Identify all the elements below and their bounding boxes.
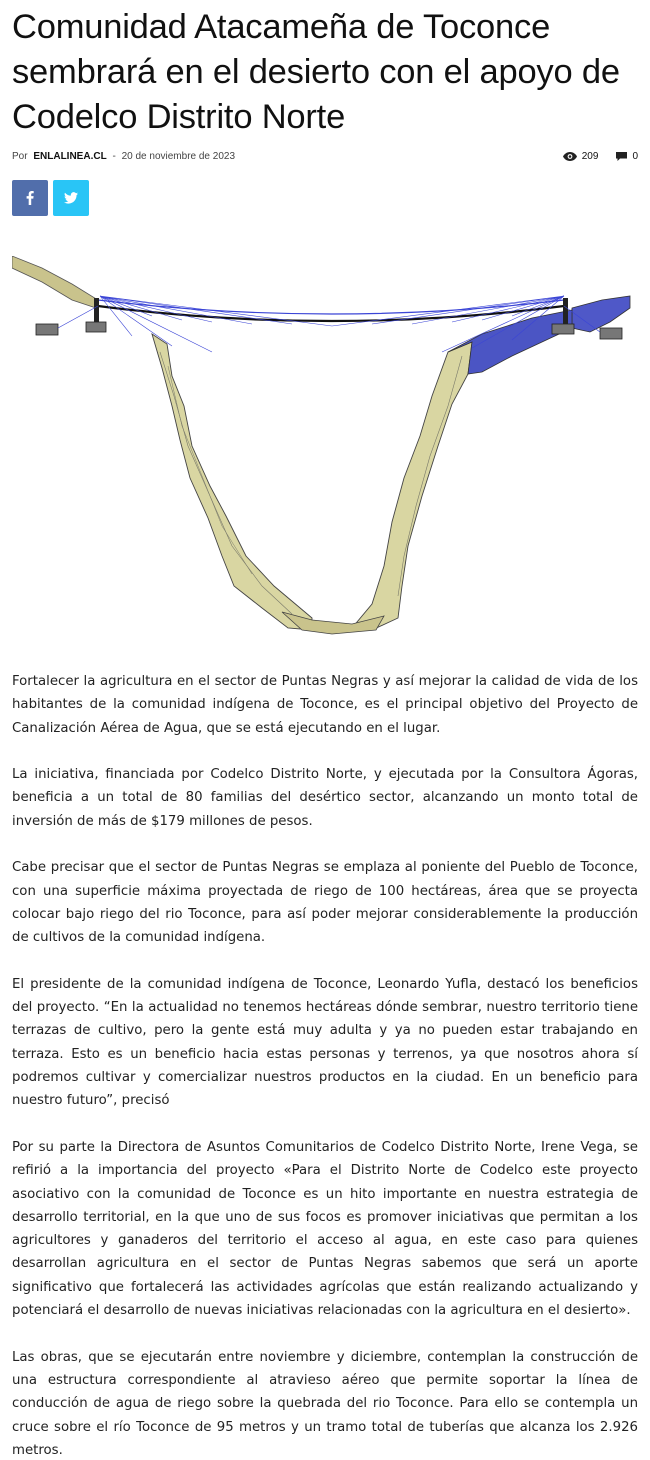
paragraph: El presidente de la comunidad indígena de Toconce, Leonardo Yufla, destacó los beneficios del proyecto. “En la actualidad no tenemos hectáreas dónde sembrar, nuestro territorio tiene terrazas de cultivo, pero la gente está muy adulta y ya no pueden estar trabajando en terraza. Esto es un beneficio hacia estas personas y terrenos, ya que nosotros ahora sí podremos cultivar y comercializar nuestros productos en la ciudad. En un beneficio para nuestro futuro”, precisó (12, 976, 638, 1109)
paragraph: La iniciativa, financiada por Codelco Distrito Norte, y ejecutada por la Consultora Ágoras, beneficia a un total de 80 familias del desértico sector, alcanzando un monto total de inversión de más de $179 millones de pesos. (12, 767, 638, 829)
eye-icon (563, 152, 577, 161)
publish-date: 20 de noviembre de 2023 (121, 150, 236, 162)
share-buttons (12, 180, 638, 216)
twitter-share-button[interactable] (53, 180, 89, 216)
author-link[interactable]: ENLALINEA.CL (33, 150, 107, 162)
article-stats (545, 151, 638, 162)
byline-separator: - (112, 150, 116, 162)
byline-prefix: Por (12, 150, 28, 162)
article-body (12, 670, 638, 1460)
right-tower (563, 298, 568, 324)
bridge-canyon-illustration (12, 256, 638, 641)
views-count: 209 (581, 150, 599, 162)
article-meta (12, 148, 638, 164)
facebook-share-button[interactable] (12, 180, 48, 216)
left-tower (94, 298, 99, 324)
byline (12, 151, 238, 162)
twitter-icon (64, 192, 78, 204)
paragraph: Fortalecer la agricultura en el sector de Puntas Negras y así mejorar la calidad de vida de los habitantes de la comunidad indígena de Toconce, es el principal objetivo del Proyecto de Canalización Aérea de Agua, que se está ejecutando en el lugar. (12, 674, 638, 736)
paragraph: Por su parte la Directora de Asuntos Comunitarios de Codelco Distrito Norte, Irene Vega, se refirió a la importancia del proyecto «Para el Distrito Norte de Codelco este proyecto asociativo con la comunidad de Toconce es un hito importante en nuestra estrategia de desarrollo territorial, en la que uno de sus focos es promover iniciativas que permitan a los agricultores y ganaderos del territorio el acceso al agua, en este caso para quienes desarrollan agricultura en el sector de Puntas Negras sabemos que será un aporte significativo que fortalecerá las actividades agrícolas que están realizando actualizando y potenciará el desarrollo de nuevas iniciativas relacionadas con la agricultura en el desierto». (12, 1139, 638, 1319)
comment-icon (616, 152, 627, 161)
paragraph: Las obras, que se ejecutarán entre noviembre y diciembre, contemplan la construcción de una estructura correspondiente al atravieso aéreo que permite soportar la línea de conducción de agua de riego sobre la quebrada del rio Toconce. Para ello se contempla un cruce sobre el río Toconce de 95 metros y un tramo total de tuberías que alcanza los 2.926 metros. (12, 1349, 638, 1458)
article-title: Comunidad Atacameña de Toconce sembrará en el desierto con el apoyo de Codelco Distrito Norte (12, 8, 620, 136)
comments-stat[interactable] (616, 151, 638, 162)
paragraph: Cabe precisar que el sector de Puntas Negras se emplaza al poniente del Pueblo de Toconce, con una superficie máxima proyectada de riego de 100 hectáreas, área que se proyecta colocar bajo riego del rio Toconce, para así poder mejorar considerablemente la producción de cultivos de la comunidad indígena. (12, 860, 638, 946)
views-stat (563, 151, 599, 162)
comments-count: 0 (632, 150, 638, 162)
facebook-icon (26, 191, 34, 205)
